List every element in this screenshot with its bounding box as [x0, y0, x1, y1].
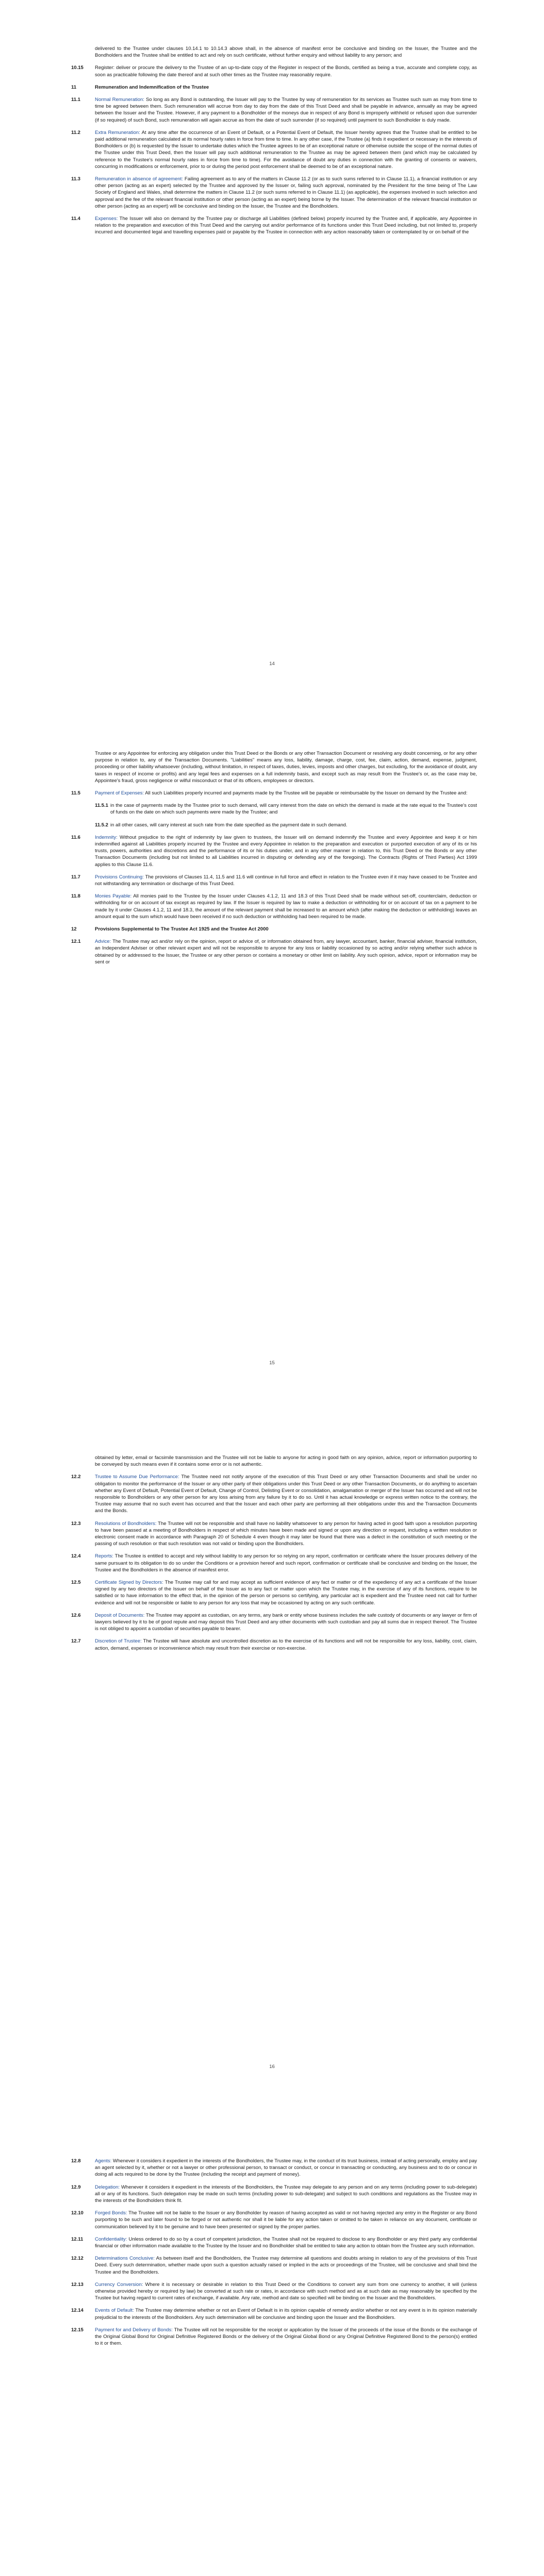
clause-body: All such Liabilities properly incurred and payments made by the Trustee will be payable or reimbursable by the Issuer on demand by the Trustee and: — [145, 790, 468, 796]
clause-number: 12.11 — [71, 2236, 84, 2242]
clause-text — [95, 1579, 477, 1606]
clause-text — [95, 2281, 477, 2302]
page-number: 15 — [269, 1360, 275, 1366]
clause-title: Payment for and Delivery of Bonds: — [95, 2327, 173, 2333]
clause — [71, 1638, 477, 1651]
clause-title: Trustee to Assume Due Performance: — [95, 1474, 179, 1480]
section-number: 12 — [71, 926, 77, 933]
clause — [71, 1612, 477, 1633]
clause-body: The Trustee need not notify anyone of the execution of this Trust Deed or any other Transaction Documents and shall be under no obligation to monitor the performance of the Issuer or any other party of their obligations under this Trust Deed or any other Transaction Documents, or do anything to ascertain whether any Event of Default, Potential Event of Default, Change of Control, Delisting Event or consolidation, amalgamation or merger of the Issuer has occurred and will not be responsible to Bondholders or any other person for any loss arising from any failure by it to do so. Until it has actual knowledge or express written notice to the contrary, the Trustee may assume that no such event has occurred and that the Issuer and each other party are performing all their obligations under this and the Transaction Documents and the Bonds. — [95, 1474, 477, 1514]
continued-text: Trustee or any Appointee for enforcing any obligation under this Trust Deed or the Bonds or any other Transaction Document or resolving any doubt concerning, or for any other purpose in relation to, any of the Transaction Documents. "Liabilities" means any loss, liability, damage, charge, cost, fee, claim, action, demand, expense, judgment, proceeding or other liability whatsoever (including, without limitation, in respect of taxes, duties, levies, imposts and other charges, but excluding, for the avoidance of doubt, any taxes in respect of income or profits) and any legal fees and expenses on a full indemnity basis, and except such as may result from the Trustee's or, as the case may be, Appointee's fraud, gross negligence or wilful misconduct or that of its officers, employees or directors. — [95, 751, 477, 784]
continued-text: delivered to the Trustee under clauses 10.14.1 to 10.14.3 above shall, in the absence of manifest error be conclusive and binding on the Issuer, the Trustee and the Bondholders and the Trustee shall be entitled to act and rely on such certificate, without further enquiry and without liability to any person; and — [95, 46, 477, 59]
clause-text — [95, 2327, 477, 2347]
clause-number: 11.2 — [71, 129, 80, 135]
clause-text — [95, 176, 477, 210]
sub-clause-text: in the case of payments made by the Trustee prior to such demand, will carry interest from the date on which the demand is made at the rate equal to the Trustee's cost of funds on the date on which such payments were made by the Trustee; and — [110, 803, 477, 816]
clause-body: So long as any Bond is outstanding, the Issuer will pay to the Trustee by way of remuneration for its services as Trustee such sum as may from time to time be agreed between them. Such remuneration will accrue from day to day from the date of this Trust Deed and shall be payable in advance, annually as may be agreed between the Issuer and the Trustee. However, if any payment to a Bondholder of the moneys due in respect of any Bond is improperly withheld or refused upon due surrender (if so required) of such Bond, such remuneration will again accrue as from the date of such surrender (if so required) until payment to such Bondholder is duly made. — [95, 97, 477, 123]
clause-body: All monies paid to the Trustee by the Issuer under Clauses 4.1.2, 11 and 18.3 of this Trust Deed shall be made without set-off, counterclaim, deduction or withholding for or on account of tax except as required by law. If the Issuer is required by law to make a deduction or withholding for or on account of tax on a payment to be made by it under Clauses 4.1.2, 11 and 18.3, the amount of the relevant payment shall be increased to an amount which (after making the deduction or withholding) leaves an amount equal to the sum which would have been received if no such deduction or withholding had been required to be made. — [95, 893, 477, 920]
clause-text — [95, 874, 477, 887]
clause-text — [95, 129, 477, 170]
sub-clause-text: in all other cases, will carry interest at such rate from the date specified as the payment date in such demand. — [110, 822, 348, 828]
clause-body: The Trustee will not be liable to the Issuer or any Bondholder by reason of having accepted as valid or not having rejected any entry in the Register or any Bond purporting to be such and later found to be forged or not authentic nor shall it be liable for any action taken or omitted to be taken in reliance on any document, certificate or communication believed by it to be genuine and to have been presented or signed by the proper parties. — [95, 2210, 477, 2230]
clause-number: 11.6 — [71, 834, 80, 840]
clause — [71, 1520, 477, 1548]
clause-title: Confidentiality: — [95, 2236, 127, 2242]
clause-text — [95, 1612, 477, 1633]
clause — [71, 834, 477, 868]
clause-number: 11.1 — [71, 97, 80, 103]
clause-text — [95, 2236, 477, 2249]
clause-text — [95, 893, 477, 920]
clause-number: 11.7 — [71, 874, 80, 880]
clause-title: Advice: — [95, 939, 111, 945]
clause-number: 12.10 — [71, 2210, 84, 2216]
document-page — [0, 2110, 544, 2347]
clause-text — [95, 1473, 477, 1514]
clause-text — [95, 2210, 477, 2230]
clause-number: 12.13 — [71, 2281, 84, 2287]
clause — [71, 1579, 477, 1606]
clause-body: Whenever it considers it expedient in the interests of the Bondholders, the Trustee may, in the conduct of its trust business, instead of acting personally, employ and pay an agent selected by it, whether or not a lawyer or other professional person, to transact or conduct, or concur in transacting or conducting, any business and to do or concur in doing all acts required to be done by the Trustee (including the receipt and payment of money). — [95, 2158, 477, 2178]
sub-clause-number: 11.5.2 — [95, 822, 108, 828]
clause-title: Monies Payable: — [95, 893, 132, 900]
clause-title: Normal Remuneration: — [95, 97, 144, 103]
clause-number: 12.12 — [71, 2256, 84, 2262]
clause-number: 12.2 — [71, 1474, 81, 1480]
clause-body: The Issuer will also on demand by the Trustee pay or discharge all Liabilities (defined below) properly incurred by the Trustee and, if applicable, any Appointee in relation to the preparation and execution of this Trust Deed and the carrying out and/or performance of its functions under this Trust Deed including, but not limited to, properly incurred and documented legal and travelling expenses paid or payable by the Trustee in connection with any action reasonably taken or contemplated by or on behalf of the — [95, 216, 477, 235]
clause-number: 11.5 — [71, 790, 80, 796]
clause-body: As between itself and the Bondholders, the Trustee may determine all questions and doubts arising in relation to any of the provisions of this Trust Deed. Every such determination, whether made upon such a question actually raised or implied in the acts or proceedings of the Trustee, will be conclusive and shall bind the Trustee and the Bondholders. — [95, 2256, 477, 2275]
clause — [71, 2281, 477, 2302]
clause — [71, 2184, 477, 2205]
clause-body: The Trustee may appoint as custodian, on any terms, any bank or entity whose business includes the safe custody of documents or any lawyer or firm of lawyers believed by it to be of good repute and may deposit this Trust Deed and any other documents with such custodian and pay all sums due in respect thereof. The Trustee is not obliged to appoint a custodian of securities payable to bearer. — [95, 1612, 477, 1632]
clause — [71, 2210, 477, 2230]
clause-title: Provisions Continuing: — [95, 874, 144, 880]
clause-body: Without prejudice to the right of indemnity by law given to trustees, the Issuer will on demand indemnify the Trustee and every Appointee and keep it or him indemnified against all Liabilities properly incurred by the Trustee and every Appointee in relation to the preparation and execution or purported execution of any of its or his trusts, powers, authorities and discretions and the performance of its or his duties under, and in any other manner in relation to, this Trust Deed or the Bonds or any other Transaction Documents (including but not limited to all Liabilities incurred in disputing or defending any of the foregoing). The Contracts (Rights of Third Parties) Act 1999 applies to this Clause 11.6. — [95, 834, 477, 868]
section-heading — [71, 84, 477, 91]
page-number: 16 — [269, 2064, 275, 2070]
clause-title: Deposit of Documents: — [95, 1612, 145, 1618]
clause-text — [95, 938, 477, 965]
clause-title: Reports: — [95, 1553, 113, 1560]
clause — [71, 215, 477, 236]
clause-title: Agents: — [95, 2158, 112, 2164]
clause-number: 12.4 — [71, 1553, 81, 1560]
clause — [71, 2158, 477, 2178]
clause-number: 12.6 — [71, 1612, 81, 1618]
document-page — [0, 1406, 544, 1657]
clause-body: The Trustee may determine whether or not an Event of Default is in its opinion capable of remedy and/or whether or not any event is in its opinion materially prejudicial to the interests of the Bondholders. Any such determination will be conclusive and binding upon the Issuer and the Bondholders. — [95, 2308, 477, 2320]
clause-number: 12.9 — [71, 2184, 81, 2190]
clause — [71, 2307, 477, 2320]
clause-text — [95, 2158, 477, 2178]
clause-body: The Trustee will not be responsible for the receipt or application by the Issuer of the proceeds of the issue of the Bonds or the exchange of the Original Global Bond for Original Definitive Registered Bonds or the delivery of the Original Global Bond or any Original Definitive Registered Bond to the person(s) entitled to it or them. — [95, 2327, 477, 2347]
clause-title: Currency Conversion: — [95, 2281, 143, 2287]
clause — [71, 2236, 477, 2249]
clause-body: The Trustee will not be responsible and shall have no liability whatsoever to any person for having acted in good faith upon a resolution purporting to have been passed at a meeting of Bondholders in respect of which minutes have been made and signed or upon any direction or request, including a written resolution or electronic consent made in accordance with Paragraph 20 of Schedule 4 even though it may later be found that there was a defect in the constitution of such meeting or the passing of such resolution or that such resolution was not valid or binding upon the Bondholders. — [95, 1520, 477, 1547]
clause-text — [95, 1638, 477, 1651]
clause-text — [95, 834, 477, 868]
clause-title: Expenses: — [95, 216, 118, 222]
clause-body: Unless ordered to do so by a court of competent jurisdiction, the Trustee shall not be required to disclose to any Bondholder or any third party any confidential financial or other information made available to the Trustee by the Issuer and no Bondholder shall be entitled to take any action to obtain from the Trustee any such information. — [95, 2236, 477, 2249]
clause-text — [95, 790, 477, 796]
clause-number: 10.15 — [71, 65, 84, 71]
clause — [71, 874, 477, 887]
continued-text: obtained by letter, email or facsimile transmission and the Trustee will not be liable to anyone for acting in good faith on any opinion, advice, report or information purporting to be conveyed by such means even if it contains some error or is not authentic. — [95, 1455, 477, 1468]
clause-body: Where it is necessary or desirable in relation to this Trust Deed or the Conditions to convert any sum from one currency to another, it will (unless otherwise provided hereby or required by law) be converted at such rate or rates, in accordance with such method and as at such date as may reasonably be specified by the Trustee but having regard to current rates of exchange, if available. Any rate, method and date so specified will be binding on the Issuer and the Bondholders. — [95, 2281, 477, 2301]
sub-clause-number: 11.5.1 — [95, 803, 108, 809]
clause-text — [95, 64, 477, 78]
clause — [71, 938, 477, 965]
clause-text — [95, 215, 477, 236]
clause-number: 12.8 — [71, 2158, 81, 2164]
clause-title: Payment of Expenses: — [95, 790, 144, 796]
clause-body: The Trustee may act and/or rely on the opinion, report or advice of, or information obtained from, any lawyer, accountant, banker, financial adviser, financial institution, an Independent Adviser or other relevant expert and will not be responsible to anyone for any loss or liability occasioned by so acting and/or relying whether such advice is obtained by or addressed to the Issuer, the Trustee or any other person or contains a monetary or other limit on liability. Any such opinion, advice, report or information may be sent or — [95, 939, 477, 965]
clause — [71, 790, 477, 796]
clause-text — [95, 96, 477, 124]
section-title: Provisions Supplemental to The Trustee Act 1925 and the Trustee Act 2000 — [95, 926, 269, 933]
clause-body: Failing agreement as to any of the matters in Clause 11.2 (or as to such sums referred to in Clause 11.1), a financial institution or any other person (acting as an expert) selected by the Trustee and approved by the Issuer or, failing such approval, nominated by the President for the time being of The Law Society of England and Wales, shall determine the matters in Clause 11.2 (or such sums referred to in Clause 11.1) (as applicable), the expenses involved in such selection and approval and the fee of the relevant financial institution or other person (acting as an expert) being borne by the Issuer. The determination of the relevant financial institution or other person (acting as an expert) will be conclusive and binding on the Issuer, the Trustee and the Bondholders. — [95, 176, 477, 209]
clause-body: The Trustee will have absolute and uncontrolled discretion as to the exercise of its functions and will not be responsible for any loss, liability, cost, claim, action, demand, expenses or inconvenience which may result from their exercise or non-exercise. — [95, 1638, 477, 1651]
clause-number: 12.5 — [71, 1580, 81, 1586]
clause-body: The Trustee is entitled to accept and rely without liability to any person for so relying on any report, confirmation or certificate where the Issuer procures delivery of the same pursuant to its obligation to do so under the Conditions or a provision hereof and such report, confirmation or certificate shall be conclusive and binding on the Issuer, the Trustee and the Bondholders in the absence of manifest error. — [95, 1553, 477, 1573]
clause-title: Certificate Signed by Directors: — [95, 1580, 163, 1586]
clause-body: The provisions of Clauses 11.4, 11.5 and 11.6 will continue in full force and effect in relation to the Trustee even if it may have ceased to be Trustee and not withstanding any termination or discharge of this Trust Deed. — [95, 874, 477, 887]
clause — [71, 893, 477, 920]
clause — [71, 2255, 477, 2276]
clause-number: 12.14 — [71, 2308, 84, 2314]
clause — [71, 1473, 477, 1514]
clause — [71, 64, 477, 78]
clause-body: Register: deliver or procure the delivery to the Trustee of an up-to-date copy of the Register in respect of the Bonds, certified as being a true, accurate and complete copy, as soon as practicable following the date thereof and at such other times as the Trustee may reasonably require. — [95, 65, 477, 78]
clause-title: Delegation: — [95, 2184, 120, 2190]
clause-title: Remuneration in absence of agreement: — [95, 176, 183, 182]
sub-clause — [95, 802, 477, 816]
clause-text — [95, 1520, 477, 1548]
clause-number: 12.7 — [71, 1638, 81, 1645]
clause-text — [95, 1553, 477, 1573]
clause-body: Whenever it considers it expedient in the interests of the Bondholders, the Trustee may delegate to any person and on any terms (including power to sub-delegate) all or any of its functions. Such delegation may be made on such terms (including power to sub-delegate) and subject to such conditions and regulations as the Trustee may in the interests of the Bondholders think fit. — [95, 2184, 477, 2204]
clause-title: Indemnity: — [95, 834, 118, 840]
clause-body: The Trustee may call for and may accept as sufficient evidence of any fact or matter or of the expediency of any act a certificate of the Issuer signed by any two directors of the Issuer on behalf of the Issuer as to any fact or matter upon which the Trustee may, in the exercise of any of its functions, require to be satisfied or to have information to the effect that, in the opinion of the person or persons so certifying, any particular act is expedient and the Trustee need not call for further evidence and will not be responsible or liable to any person for any loss that may be occasioned by acting on any such certificate. — [95, 1580, 477, 1606]
sub-clause — [95, 822, 477, 828]
section-heading — [71, 926, 477, 933]
clause — [71, 96, 477, 124]
document-page — [0, 0, 544, 236]
clause-title: Forged Bonds: — [95, 2210, 127, 2216]
clause-title: Resolutions of Bondholders: — [95, 1520, 157, 1527]
clause-number: 12.1 — [71, 939, 81, 945]
clause — [71, 176, 477, 210]
clause-text — [95, 2255, 477, 2276]
clause — [71, 129, 477, 170]
clause-text — [95, 2184, 477, 2205]
clause-title: Events of Default: — [95, 2308, 134, 2314]
clause — [71, 2327, 477, 2347]
clause-number: 11.3 — [71, 176, 80, 182]
clause — [71, 1553, 477, 1573]
clause-number: 11.4 — [71, 216, 80, 222]
clause-title: Extra Remuneration: — [95, 129, 140, 135]
document-page — [0, 703, 544, 965]
clause-number: 11.8 — [71, 893, 80, 900]
page-number: 14 — [269, 661, 275, 667]
clause-title: Determinations Conclusive: — [95, 2256, 155, 2262]
clause-body: At any time after the occurrence of an Event of Default, or a Potential Event of Default, the Issuer hereby agrees that the Trustee shall be entitled to be paid additional remuneration calculated at its normal hourly rates in force from time to time. In any other case, if the Trustee (a) finds it expedient or necessary in the interests of Bondholders or (b) is requested by the Issuer to undertake duties which the Trustee agrees to be of an exceptional nature or otherwise outside the scope of the normal duties of the Trustee under this Trust Deed, then the Issuer will pay such additional remuneration to the Trustee as may be agreed between them (and which may be calculated by reference to the Trustee's normal hourly rates in force from time to time). For the avoidance of doubt any duties in connection with the granting of consents or waivers, concurring in modifications or enforcement, prior to or during the period post enforcement shall be deemed to be of an exceptional nature. — [95, 129, 477, 170]
section-title: Remuneration and Indemnification of the Trustee — [95, 84, 209, 90]
clause-title: Discretion of Trustee: — [95, 1638, 142, 1645]
clause-number: 12.15 — [71, 2327, 84, 2333]
section-number: 11 — [71, 84, 77, 90]
clause-number: 12.3 — [71, 1520, 81, 1527]
clause-text — [95, 2307, 477, 2320]
